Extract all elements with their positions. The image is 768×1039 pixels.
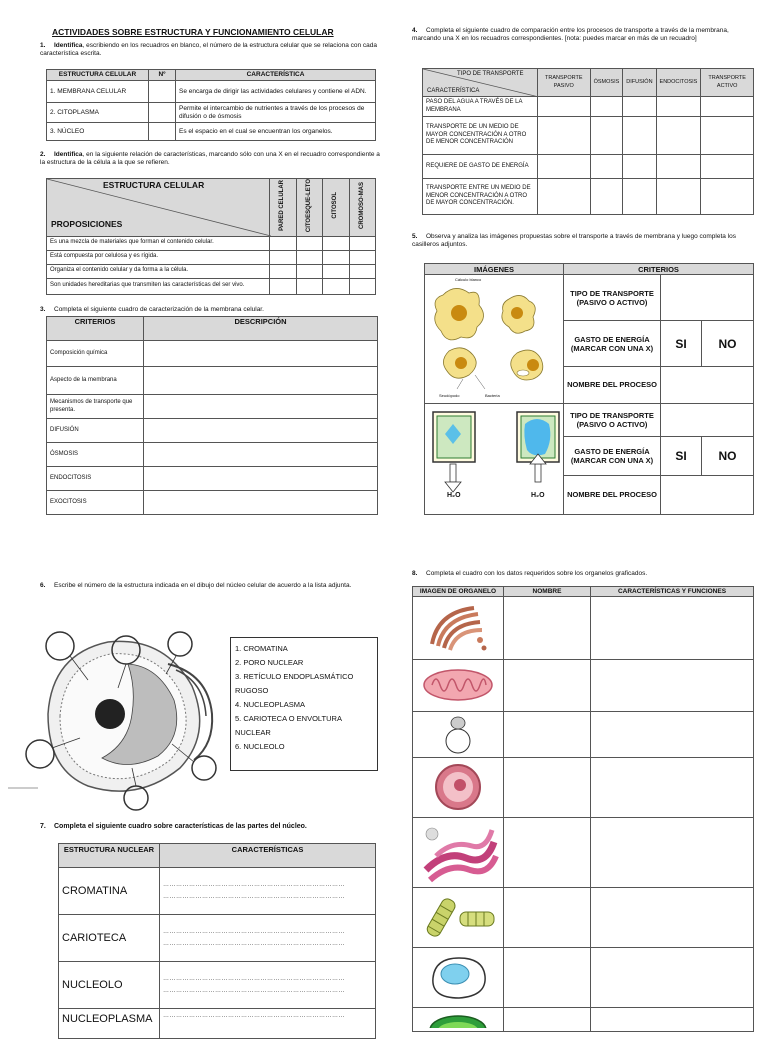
- q2-header-left: PROPOSICIONES: [51, 219, 123, 229]
- no-option[interactable]: NO: [702, 321, 754, 366]
- q1-header-number: Nº: [149, 70, 176, 81]
- table-row: 2. CITOPLASMA Permite el intercambio de nutrientes a través de los procesos de difusión o de ósmosis: [47, 103, 376, 123]
- answer-cell[interactable]: [661, 475, 754, 514]
- centriole-image: [413, 712, 504, 758]
- table-row: [413, 818, 754, 888]
- table-row: [413, 888, 754, 948]
- answer-cell[interactable]: [349, 236, 376, 250]
- nucleus-diagram: [8, 604, 230, 812]
- table-row: [413, 712, 754, 758]
- answer-cell[interactable]: [144, 367, 378, 395]
- q5-criteria-type: TIPO DE TRANSPORTE (PASIVO O ACTIVO): [564, 275, 661, 321]
- q4-col-endocitosis: ENDOCITOSIS: [656, 69, 701, 97]
- answer-cell[interactable]: [504, 758, 591, 818]
- answer-cell[interactable]: [504, 712, 591, 758]
- answer-cell[interactable]: [656, 117, 701, 155]
- answer-cell[interactable]: [504, 597, 591, 660]
- table-row: Son unidades hereditarias que transmiten las características del ser vivo.: [47, 278, 376, 294]
- golgi-image: [413, 597, 504, 660]
- answer-cell[interactable]: [504, 888, 591, 948]
- q5-criteria-name: NOMBRE DEL PROCESO: [564, 475, 661, 514]
- no-option[interactable]: NO: [702, 436, 754, 475]
- q7-table: [58, 843, 376, 1039]
- table-row: ÓSMOSIS: [47, 443, 378, 467]
- answer-cell[interactable]: [591, 597, 754, 660]
- answer-cell[interactable]: [591, 1008, 754, 1032]
- label-h2o-left: H₂O: [447, 492, 461, 499]
- answer-cell[interactable]: [623, 117, 656, 155]
- q5-header-criteria: CRITERIOS: [564, 264, 754, 275]
- phagocytosis-image: [425, 275, 564, 404]
- table-row: Aspecto de la membrana: [47, 367, 378, 395]
- table-row: [413, 660, 754, 712]
- list-item: 3. RETÍCULO ENDOPLASMÁTICO RUGOSO: [235, 672, 354, 695]
- q2-col-citoesqueleto: CITOESQUE-LETO: [305, 179, 312, 233]
- table-row: REQUIERE DE GASTO DE ENERGÍA: [423, 155, 754, 179]
- table-row: NUCLEOLO ………………………………………………………………………… …………………………………………………………………………: [59, 962, 376, 1009]
- table-row: PASO DEL AGUA A TRAVÉS DE LA MEMBRANA: [423, 97, 754, 117]
- chloroplast-stack-image: [413, 888, 504, 948]
- mitochondria-icon: [418, 665, 498, 705]
- q4-table: [422, 68, 754, 215]
- table-row: 1. MEMBRANA CELULAR Se encarga de dirigir las actividades celulares y contiene el ADN.: [47, 81, 376, 103]
- table-row: [413, 948, 754, 1008]
- table-row: DIFUSIÓN: [47, 419, 378, 443]
- q5-criteria-type: TIPO DE TRANSPORTE (PASIVO O ACTIVO): [564, 404, 661, 437]
- q6-instruction: 6. Escribe el número de la estructura indicada en el dibujo del núcleo celular de acuerdo a la lista adjunta.: [40, 582, 352, 589]
- answer-cell[interactable]: [349, 264, 376, 278]
- q5-header-images: IMÁGENES: [425, 264, 564, 275]
- q8-header-name: NOMBRE: [504, 587, 591, 597]
- nucleus-illustration: [8, 604, 230, 812]
- list-item: 6. NUCLEOLO: [235, 742, 285, 751]
- q5-criteria-energy: GASTO DE ENERGÍA (MARCAR CON UNA X): [564, 436, 661, 475]
- si-option[interactable]: SI: [661, 436, 702, 475]
- answer-cell[interactable]: [623, 97, 656, 117]
- vesicle-icon: [438, 713, 478, 755]
- answer-cell[interactable]: [270, 250, 297, 264]
- answer-cell[interactable]: [591, 712, 754, 758]
- answer-cell[interactable]: [504, 660, 591, 712]
- phagocytosis-illustration: [425, 275, 563, 401]
- answer-cell[interactable]: [538, 117, 591, 155]
- q7-instruction: 7. Completa el siguiente cuadro sobre características de las partes del núcleo.: [40, 823, 307, 830]
- endoplasmic-reticulum-icon: [416, 820, 500, 884]
- q4-col-pasivo: TRANSPORTE PASIVO: [538, 69, 591, 97]
- answer-cell[interactable]: [661, 404, 754, 437]
- answer-cell[interactable]: [323, 236, 350, 250]
- q2-col-pared: PARED CELULAR: [279, 180, 285, 231]
- label-bacteria: Bacteria: [485, 393, 500, 398]
- table-row: [413, 1008, 754, 1032]
- answer-cell[interactable]: [296, 278, 323, 294]
- answer-cell[interactable]: [296, 236, 323, 250]
- answer-cell[interactable]: [538, 179, 591, 215]
- q2-instruction: 2. Identifica, en la siguiente relación de características, marcando sólo con una X en el recuadro correspondiente a la estructura de la célula a la que se refieren.: [40, 151, 380, 166]
- answer-cell[interactable]: [144, 443, 378, 467]
- table-row: CARIOTECA ………………………………………………………………………… …………………………………………………………………………: [59, 915, 376, 962]
- q3-table: [46, 316, 378, 515]
- q2-table: [46, 178, 376, 295]
- answer-cell[interactable]: [656, 155, 701, 179]
- answer-cell[interactable]: [591, 948, 754, 1008]
- answer-cell[interactable]: [296, 264, 323, 278]
- answer-cell[interactable]: [349, 278, 376, 294]
- answer-cell[interactable]: [349, 250, 376, 264]
- q4-corner-bottom: CARACTERÍSTICA: [427, 88, 480, 94]
- q8-header-features: CARACTERÍSTICAS Y FUNCIONES: [591, 587, 754, 597]
- q2-col-citosol: CITOSOL: [332, 192, 338, 219]
- answer-cell[interactable]: [701, 179, 754, 215]
- table-row: Mecanismos de transporte que presenta.: [47, 395, 378, 419]
- table-row: CROMATINA ………………………………………………………………………… …………………………………………………………………………: [59, 868, 376, 915]
- chloroplast-image: [413, 1008, 504, 1032]
- answer-cell[interactable]: ………………………………………………………………………… …………………………………………………………………………: [160, 915, 376, 962]
- q1-header-feature: CARACTERÍSTICA: [176, 70, 376, 81]
- answer-cell[interactable]: …………………………………………………………………………: [160, 1009, 376, 1039]
- q8-header-image: IMAGEN DE ORGANELO: [413, 587, 504, 597]
- answer-cell[interactable]: [149, 103, 176, 123]
- answer-cell[interactable]: [504, 1008, 591, 1032]
- answer-cell[interactable]: [323, 278, 350, 294]
- answer-cell[interactable]: ………………………………………………………………………… …………………………………………………………………………: [160, 962, 376, 1009]
- answer-cell[interactable]: [144, 467, 378, 491]
- answer-cell[interactable]: [144, 341, 378, 367]
- table-row: TRANSPORTE ENTRE UN MEDIO DE MENOR CONCENTRACIÓN A OTRO DE MAYOR CONCENTRACIÓN.: [423, 179, 754, 215]
- golgi-icon: [418, 598, 498, 656]
- table-row: TRANSPORTE DE UN MEDIO DE MAYOR CONCENTRACIÓN A OTRO DE MENOR CONCENTRACIÓN: [423, 117, 754, 155]
- table-row: Organiza el contenido celular y da forma a la célula.: [47, 264, 376, 278]
- answer-cell[interactable]: [591, 888, 754, 948]
- answer-cell[interactable]: [701, 155, 754, 179]
- answer-cell[interactable]: [296, 250, 323, 264]
- answer-cell[interactable]: [590, 117, 623, 155]
- answer-cell[interactable]: [144, 395, 378, 419]
- answer-cell[interactable]: [623, 179, 656, 215]
- q7-header-structure: ESTRUCTURA NUCLEAR: [59, 844, 160, 868]
- answer-cell[interactable]: [623, 155, 656, 179]
- label-seudopodo: Seudópodo: [439, 393, 460, 398]
- si-option[interactable]: SI: [661, 321, 702, 366]
- answer-cell[interactable]: [270, 264, 297, 278]
- answer-cell[interactable]: [504, 818, 591, 888]
- answer-cell[interactable]: [538, 97, 591, 117]
- q3-header-criteria: CRITERIOS: [47, 317, 144, 341]
- q8-table: [412, 586, 754, 1032]
- table-row: NUCLEOPLASMA …………………………………………………………………………: [59, 1009, 376, 1039]
- q5-instruction: 5. Observa y analiza las imágenes propuestas sobre el transporte a través de membrana y luego completa los casilleros adjuntos.: [412, 233, 736, 248]
- q4-col-difusion: DIFUSIÓN: [623, 69, 656, 97]
- list-item: 1. CROMATINA: [235, 644, 288, 653]
- answer-cell[interactable]: [591, 758, 754, 818]
- list-item: 4. NUCLEOPLASMA: [235, 700, 306, 709]
- answer-cell[interactable]: [701, 97, 754, 117]
- answer-cell[interactable]: [590, 179, 623, 215]
- q2-col-cromosomas: CROMOSO-MAS: [358, 182, 365, 230]
- osmosis-image: [425, 404, 564, 515]
- list-item: 5. CARIOTECA O ENVOLTURA NUCLEAR: [235, 714, 342, 737]
- table-row: [413, 758, 754, 818]
- q7-header-features: CARACTERÍSTICAS: [160, 844, 376, 868]
- table-row: Está compuesta por celulosa y es rígida.: [47, 250, 376, 264]
- list-item: 2. PORO NUCLEAR: [235, 658, 304, 667]
- table-row: ENDOCITOSIS: [47, 467, 378, 491]
- q1-header-structure: ESTRUCTURA CELULAR: [47, 70, 149, 81]
- answer-cell[interactable]: ………………………………………………………………………… …………………………………………………………………………: [160, 868, 376, 915]
- nucleus-icon: [428, 761, 488, 813]
- answer-cell[interactable]: [504, 948, 591, 1008]
- vacuole-icon: [423, 952, 493, 1002]
- answer-cell[interactable]: [270, 236, 297, 250]
- chloroplast-icon: [423, 1008, 493, 1028]
- table-row: 3. NÚCLEO Es el espacio en el cual se encuentran los organelos.: [47, 123, 376, 141]
- answer-cell[interactable]: [144, 491, 378, 515]
- q4-col-activo: TRANSPORTE ACTIVO: [701, 69, 754, 97]
- answer-cell[interactable]: [144, 419, 378, 443]
- q3-instruction: 3. Completa el siguiente cuadro de caracterización de la membrana celular.: [40, 306, 264, 313]
- answer-cell[interactable]: [149, 123, 176, 141]
- answer-cell[interactable]: [661, 275, 754, 321]
- mitochondria-image: [413, 660, 504, 712]
- vacuole-image: [413, 948, 504, 1008]
- q8-instruction: 8. Completa el cuadro con los datos requeridos sobre los organelos graficados.: [412, 570, 648, 577]
- answer-cell[interactable]: [590, 97, 623, 117]
- table-row: [413, 597, 754, 660]
- cytoskeleton-icon: [418, 890, 498, 944]
- label-calculo: Cálculo blanco: [455, 277, 482, 282]
- answer-cell[interactable]: [656, 97, 701, 117]
- q3-header-description: DESCRIPCIÓN: [144, 317, 378, 341]
- q4-instruction: 4. Completa el siguiente cuadro de comparación entre los procesos de transporte a través de la membrana, marcando una X en los recuadros correspondientes. [nota: puedes marcar en más de un recuadro]: [412, 27, 729, 42]
- answer-cell[interactable]: [538, 155, 591, 179]
- answer-cell[interactable]: [270, 278, 297, 294]
- answer-cell[interactable]: [591, 818, 754, 888]
- q2-corner-cell: [47, 179, 270, 237]
- answer-cell[interactable]: [701, 117, 754, 155]
- q1-instruction: 1. Identifica, escribiendo en los recuadros en blanco, el número de la estructura celular que se relaciona con cada característica escrita.: [40, 42, 378, 57]
- answer-cell[interactable]: [656, 179, 701, 215]
- page-title: ACTIVIDADES SOBRE ESTRUCTURA Y FUNCIONAMIENTO CELULAR: [52, 27, 334, 37]
- q4-corner-top: TIPO DE TRANSPORTE: [457, 71, 524, 77]
- table-row: EXOCITOSIS: [47, 491, 378, 515]
- answer-cell[interactable]: [323, 250, 350, 264]
- table-row: Es una mezcla de materiales que forman el contenido celular.: [47, 236, 376, 250]
- q1-table: [46, 69, 376, 141]
- q4-corner-cell: [423, 69, 538, 97]
- answer-cell[interactable]: [149, 81, 176, 103]
- table-row: Composición química: [47, 341, 378, 367]
- q2-header-top: ESTRUCTURA CELULAR: [103, 180, 205, 190]
- nucleus-image: [413, 758, 504, 818]
- answer-cell[interactable]: [590, 155, 623, 179]
- label-h2o-right: H₂O: [531, 492, 545, 499]
- answer-cell[interactable]: [591, 660, 754, 712]
- q6-structure-list: [230, 637, 378, 771]
- q5-table: [424, 263, 754, 515]
- q4-col-osmosis: ÓSMOSIS: [590, 69, 623, 97]
- q5-criteria-energy: GASTO DE ENERGÍA (MARCAR CON UNA X): [564, 321, 661, 366]
- q5-criteria-name: NOMBRE DEL PROCESO: [564, 366, 661, 403]
- er-image: [413, 818, 504, 888]
- answer-cell[interactable]: [661, 366, 754, 403]
- answer-cell[interactable]: [323, 264, 350, 278]
